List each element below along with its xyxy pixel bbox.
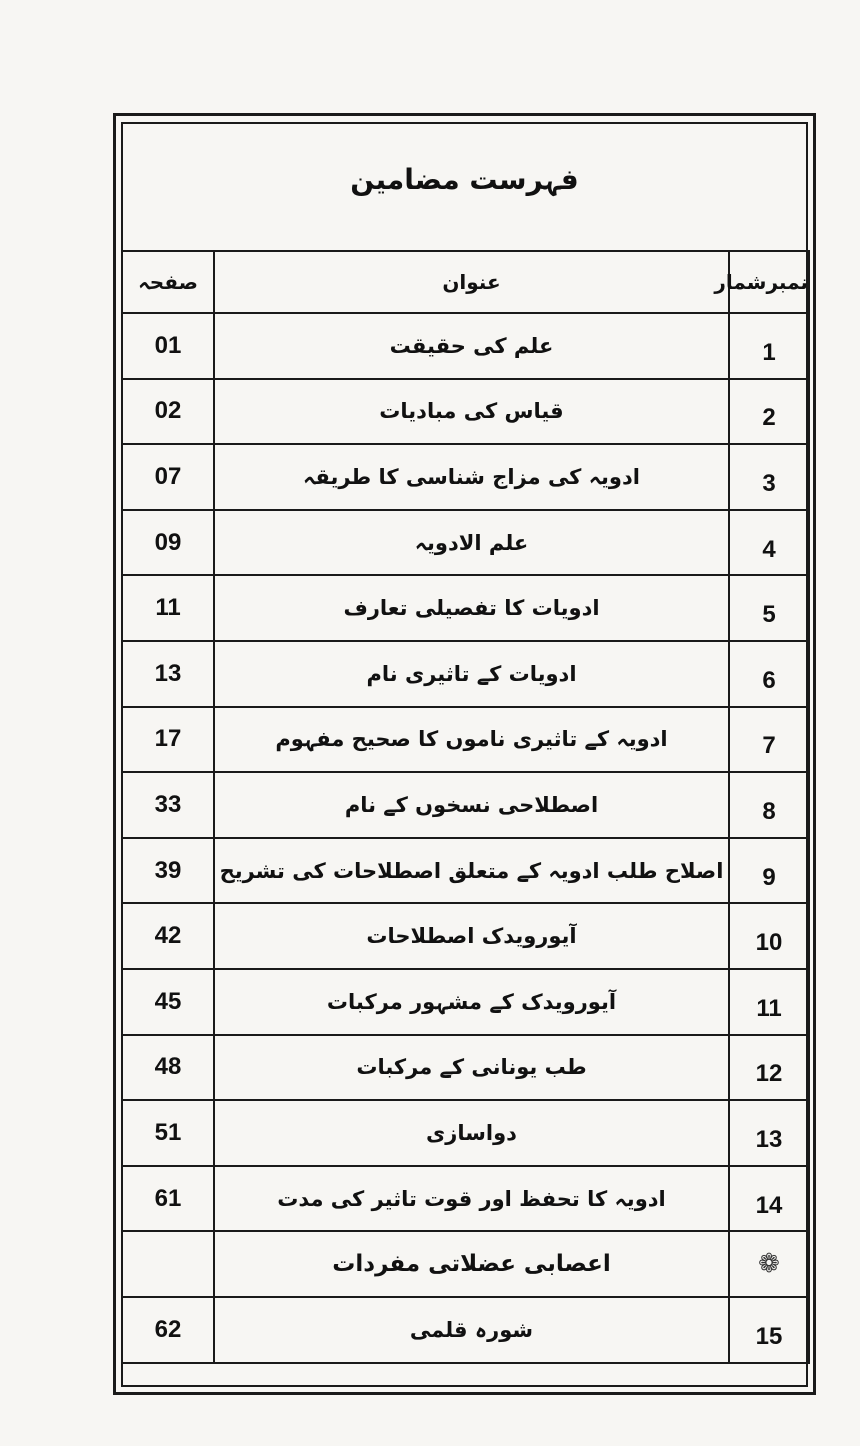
row-number: 6 [729, 641, 809, 707]
page-title: فہرست مضامین [350, 162, 579, 196]
section-page-empty [122, 1231, 214, 1297]
chapter-title: ادویہ کی مزاج شناسی کا طریقہ [214, 444, 729, 510]
row-number: 15 [729, 1297, 809, 1363]
table-row [122, 838, 809, 904]
section-heading: اعصابی عضلاتی مفردات [214, 1231, 729, 1297]
page-number: 17 [122, 707, 214, 773]
table-row [122, 1166, 809, 1232]
table-row [122, 379, 809, 445]
header-row [122, 251, 809, 313]
table-row [122, 510, 809, 576]
chapter-title: اصطلاحی نسخوں کے نام [214, 772, 729, 838]
table-row [122, 969, 809, 1035]
page-number: 13 [122, 641, 214, 707]
row-number: 11 [729, 969, 809, 1035]
table-row [122, 1297, 809, 1363]
page-number: 42 [122, 903, 214, 969]
page-number: 45 [122, 969, 214, 1035]
page-number: 11 [122, 575, 214, 641]
table-row [122, 1100, 809, 1166]
title-box [121, 122, 808, 252]
row-number: 7 [729, 707, 809, 773]
row-number: 14 [729, 1166, 809, 1232]
contents-table [121, 250, 810, 1364]
row-number: 8 [729, 772, 809, 838]
chapter-title: ادویات کے تاثیری نام [214, 641, 729, 707]
header-subject: عنوان [214, 251, 729, 313]
chapter-title: ادویہ کے تاثیری ناموں کا صحیح مفہوم [214, 707, 729, 773]
row-number: 4 [729, 510, 809, 576]
row-number: 5 [729, 575, 809, 641]
page-number: 62 [122, 1297, 214, 1363]
page-number: 33 [122, 772, 214, 838]
table-row [122, 575, 809, 641]
page-number: 07 [122, 444, 214, 510]
chapter-title: علم کی حقیقت [214, 313, 729, 379]
row-number: 1 [729, 313, 809, 379]
page-number: 01 [122, 313, 214, 379]
row-number: 9 [729, 838, 809, 904]
page-number: 02 [122, 379, 214, 445]
table-row [122, 1035, 809, 1101]
chapter-title: ادویہ کا تحفظ اور قوت تاثیر کی مدت [214, 1166, 729, 1232]
chapter-title: دواسازی [214, 1100, 729, 1166]
table-row [122, 772, 809, 838]
page-number: 39 [122, 838, 214, 904]
page-number: 51 [122, 1100, 214, 1166]
row-number: 2 [729, 379, 809, 445]
chapter-title: قیاس کی مبادیات [214, 379, 729, 445]
page-number: 61 [122, 1166, 214, 1232]
row-number: 13 [729, 1100, 809, 1166]
chapter-title: ادویات کا تفصیلی تعارف [214, 575, 729, 641]
chapter-title: آیورویدک اصطلاحات [214, 903, 729, 969]
page-number: 09 [122, 510, 214, 576]
row-number: 12 [729, 1035, 809, 1101]
chapter-title: علم الادویہ [214, 510, 729, 576]
chapter-title: طب یونانی کے مرکبات [214, 1035, 729, 1101]
row-number: 3 [729, 444, 809, 510]
chapter-title: آیورویدک کے مشہور مرکبات [214, 969, 729, 1035]
table-row [122, 641, 809, 707]
chapter-title: شورہ قلمی [214, 1297, 729, 1363]
contents-body [122, 313, 809, 1363]
table-row [122, 313, 809, 379]
header-number: نمبرشمار [729, 251, 809, 313]
flower-ornament-icon: ❁ [729, 1231, 809, 1297]
page-number: 48 [122, 1035, 214, 1101]
header-page: صفحہ [122, 251, 214, 313]
row-number: 10 [729, 903, 809, 969]
section-row [122, 1231, 809, 1297]
chapter-title: اصلاح طلب ادویہ کے متعلق اصطلاحات کی تشریح [214, 838, 729, 904]
table-row [122, 707, 809, 773]
table-row [122, 903, 809, 969]
table-row [122, 444, 809, 510]
